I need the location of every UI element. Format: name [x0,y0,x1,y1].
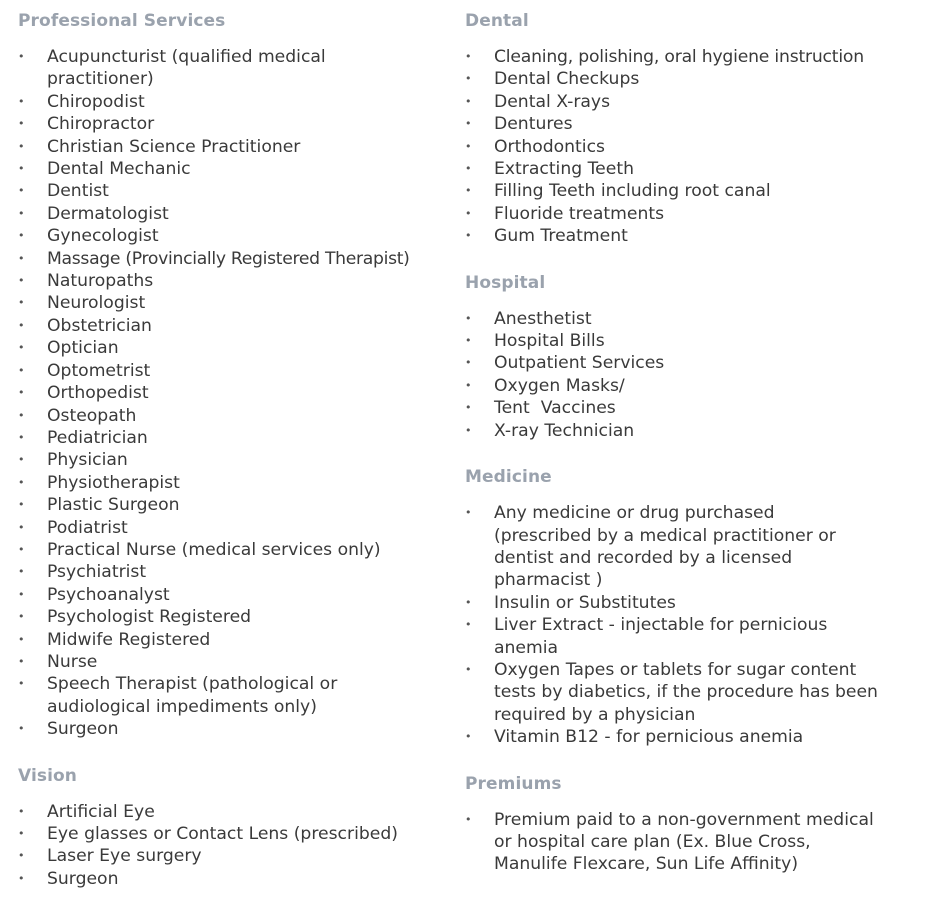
list-item: • Optometrist [18,360,448,382]
list-item: • Plastic Surgeon [18,494,448,516]
list-item: • X-ray Technician [465,420,925,442]
right-column [465,10,925,876]
list-item: • Any medicine or drug purchased (prescribed by a medical practitioner or dentist and recorded by a licensed pharmacist ) [465,502,839,592]
dental-section [465,10,925,248]
list-item: • Speech Therapist (pathological or audiological impediments only) [18,673,367,718]
list-item: • Physiotherapist [18,472,448,494]
list-item: • Surgeon [18,868,448,890]
list-item: • Psychoanalyst [18,584,448,606]
professional-services-list [18,46,448,741]
list-item: • Hospital Bills [465,330,925,352]
list-item: • Practical Nurse (medical services only) [18,539,448,561]
vision-section [18,765,448,891]
list-item: • Neurologist [18,292,448,314]
hospital-section [465,272,925,442]
list-item: • Filling Teeth including root canal [465,180,925,202]
list-item: • Chiropodist [18,91,448,113]
list-item: • Vitamin B12 - for pernicious anemia [465,726,925,748]
list-item: • Liver Extract - injectable for pernicious anemia [465,614,854,659]
list-item: • Outpatient Services [465,352,925,374]
dental-list [465,46,925,248]
list-item: • Extracting Teeth [465,158,925,180]
list-item: • Laser Eye surgery [18,845,448,867]
medicine-heading: Medicine [465,467,552,488]
list-item: • Dermatologist [18,203,448,225]
list-item: • Dental Checkups [465,68,925,90]
list-item: • Psychiatrist [18,561,448,583]
list-item: • Premium paid to a non-government medical or hospital care plan (Ex. Blue Cross, Manulife Flexcare, Sun Life Affinity) [465,809,879,876]
hospital-heading: Hospital [465,272,546,293]
list-item: • Anesthetist [465,308,925,330]
list-item: • Tent Vaccines [465,397,925,419]
list-item: • Optician [18,337,448,359]
premiums-heading: Premiums [465,773,562,794]
list-item: • Physician [18,449,448,471]
medicine-section [465,466,925,748]
list-item: • Eye glasses or Contact Lens (prescribed) [18,823,448,845]
list-item: • Orthopedist [18,382,448,404]
list-item: • Surgeon [18,718,448,740]
list-item: • Orthodontics [465,136,925,158]
hospital-list [465,308,925,442]
list-item: • Obstetrician [18,315,448,337]
list-item: • Christian Science Practitioner [18,136,448,158]
list-item: • Pediatrician [18,427,448,449]
list-item: • Dentist [18,180,448,202]
list-item: • Podiatrist [18,517,448,539]
list-item: • Massage (Provincially Registered Therapist) [18,248,448,270]
list-item: • Oxygen Masks/ [465,375,925,397]
list-item: • Cleaning, polishing, oral hygiene instruction [465,46,925,68]
premiums-section [465,773,925,876]
list-item: • Fluoride treatments [465,203,925,225]
list-item: • Osteopath [18,405,448,427]
list-item: • Midwife Registered [18,629,448,651]
list-item: • Naturopaths [18,270,448,292]
list-item: • Insulin or Substitutes [465,592,925,614]
left-column [18,10,448,890]
professional-services-heading: Professional Services [18,11,226,31]
professional-services-section [18,10,448,741]
list-item: • Chiropractor [18,113,448,135]
list-item: • Dental Mechanic [18,158,448,180]
list-item: • Artificial Eye [18,801,448,823]
premiums-list [465,809,925,876]
vision-list [18,801,448,891]
medicine-list [465,502,925,748]
list-item: • Acupuncturist (qualified medical practitioner) [18,46,367,91]
list-item: • Dental X-rays [465,91,925,113]
vision-heading: Vision [18,765,78,786]
list-item: • Gynecologist [18,225,448,247]
list-item: • Nurse [18,651,448,673]
dental-heading: Dental [465,11,529,31]
list-item: • Dentures [465,113,925,135]
list-item: • Gum Treatment [465,225,925,247]
list-item: • Psychologist Registered [18,606,448,628]
list-item: • Oxygen Tapes or tablets for sugar content tests by diabetics, if the procedure has been required by a physician [465,659,884,726]
